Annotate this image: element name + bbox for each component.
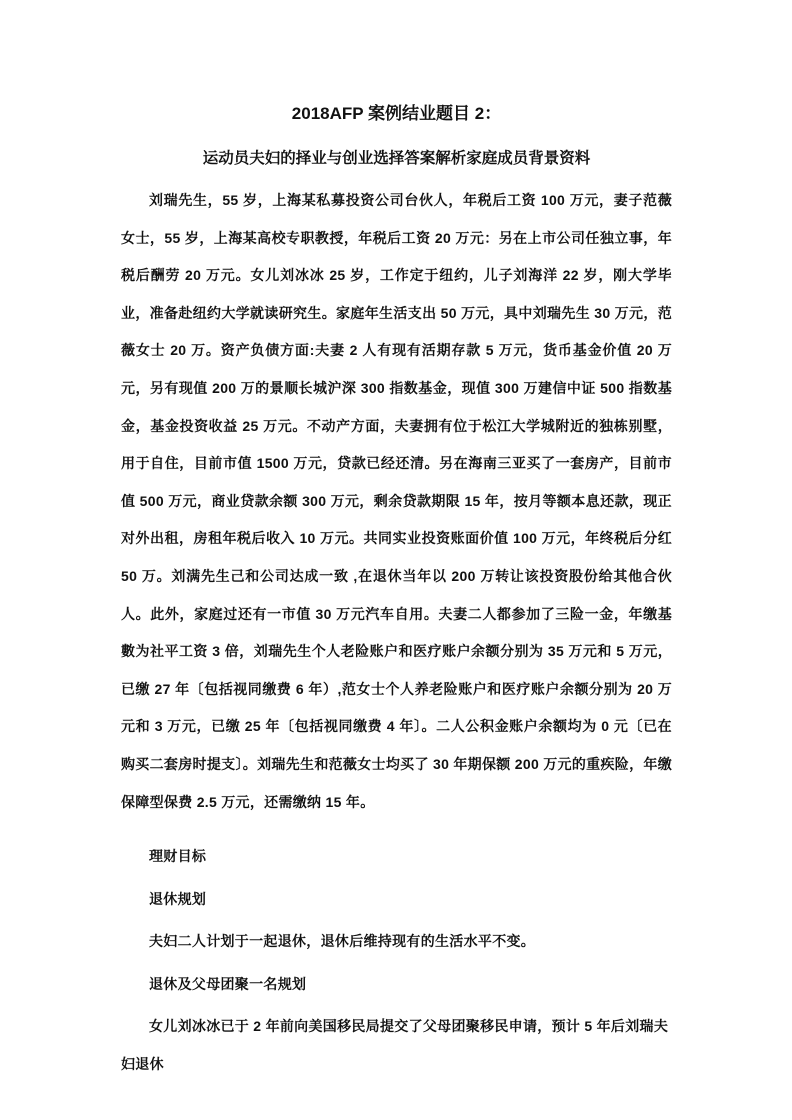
family-background-paragraph: 刘瑞先生，55 岁，上海某私募投资公司台伙人，年税后工资 100 万元，妻子范薇女士，55 岁，上海某高校专职教授，年税后工资 20 万元：另在上市公司任独立事，年税后酬劳 20 万元。女儿刘冰冰 25 岁，工作定于纽约，儿子刘海洋 22 岁，刚大学毕业，准备赴纽约大学就读研究生。家庭年生活支出 50 万元，具中刘瑞先生 30 万元，范薇女士 20 万。资产负债方面:夫妻 2 人有现有活期存款 5 万元，货币基金价值 20 万元，另有现值 200 万的景顺长城沪深 300 指数基金，现值 300 万建信中证 500 指数基金，基金投资收益 25 万元。不动产方面，夫妻拥有位于松江大学城附近的独栋别墅，用于自住，目前市值 1500 万元，贷款已经还清。另在海南三亚买了一套房产，目前市值 500 万元，商业贷款余额 300 万元，剩余贷款期限 15 年，按月等额本息还款，现正对外出租，房租年税后收入 10 万元。共同实业投资账面价值 100 万元，年终税后分红 50 万。刘满先生己和公司达成一致 ,在退休当年以 200 万转让该投资股份给其他合伙人。此外，家庭过还有一市值 30 万元汽车自用。夫妻二人都参加了三险一金，年缴基數为社平工资 3 倍，刘瑞先生个人老险账户和医疗账户余额分别为 35 万元和 5 万元，已缴 27 年〔包括视同缴费 6 年）,范女士个人养老险账户和医疗账户余额分别为 20 万元和 3 万元，已缴 25 年〔包括视同缴费 4 年〕。二人公积金账户余额均为 0 元〔已在购买二套房时提支〕。刘瑞先生和范薇女士均买了 30 年期保额 200 万元的重疾险，年缴保障型保费 2.5 万元，还需缴纳 15 年。	[121, 192, 672, 810]
section-heading-retirement-plan: 退休规划	[149, 890, 207, 907]
family-reunion-plan-text: 女儿刘冰冰已于 2 年前向美国移民局提交了父母团聚移民申请，预计 5 年后刘瑞夫妇退休	[121, 1018, 669, 1073]
document-title: 2018AFP 案例结业题目 2：	[291, 104, 502, 123]
section-heading-financial-goals: 理财目标	[149, 848, 207, 865]
document-subtitle: 运动员夫妇的择业与创业选择答案解析家庭成员背景资料	[202, 150, 591, 167]
section-heading-retirement-and-family-reunion-plan: 退休及父母团聚一名规划	[149, 975, 307, 992]
retirement-plan-text: 夫妇二人计划于一起退休，退休后维持现有的生活水平不变。	[149, 933, 536, 950]
